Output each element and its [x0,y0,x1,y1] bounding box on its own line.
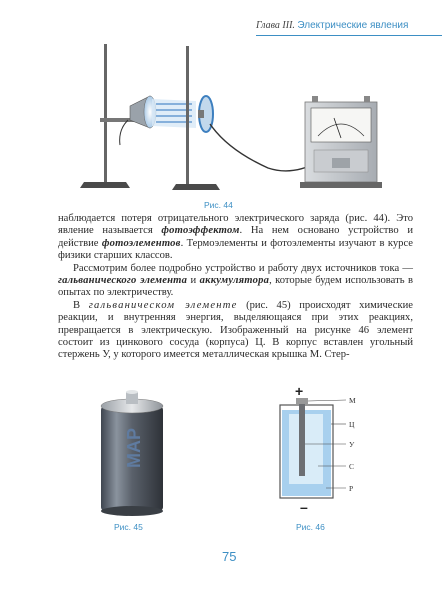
figure-44-photoeffect-setup [80,44,382,190]
paste-layer [289,414,323,484]
battery-brand-label: MAP [124,428,144,468]
body-text [58,213,413,362]
carbon-rod [299,403,305,476]
label-ts: Ц [349,420,355,429]
paragraph-2: Рассмотрим более подробно устройство и работу двух источников тока — гальванического элемента и аккумулятора, которые будем использовать в опытах по электричеству. [58,262,413,299]
plus-terminal-label: + [295,383,304,399]
caption-fig-44: Рис. 44 [204,200,233,210]
right-stand-rod [186,46,189,186]
right-stand-base [172,184,220,190]
figure-46-cell-section [280,383,356,515]
paragraph-1: наблюдается потеря отрицательного электрического заряда (рис. 44). Это явление называется фотоэффектом. На нем основано устройство и действие фотоэлементов. Термоэлементы и фотоэлементы изучают в курсе физики старших классов. [58,213,413,262]
label-u: У [349,440,355,449]
left-stand-base [80,182,130,188]
figure-45-battery [101,390,163,516]
label-m: М [349,396,356,405]
light-beam [152,99,196,128]
connecting-wire [210,124,318,171]
caption-fig-46: Рис. 46 [296,522,325,532]
left-stand-rod [104,44,107,184]
label-s: С [349,462,355,471]
paragraph-3: В гальваническом элементе (рис. 45) происходят химические реакции, и внутренняя энергия, выделяющаяся при этих реакциях, превращается в электрическую. Изображенный на рисунке 46 элемент состоит из цинкового сосуда (корпуса) Ц. В корпус вставлен угольный стержень У, у которого имеется металлическая крышка М. Стер- [58,299,413,361]
page-number: 75 [222,549,237,564]
label-r: Р [349,484,354,493]
chapter-title: Глава III. [256,20,295,31]
section-title: Электрические явления [297,20,409,31]
caption-fig-45: Рис. 45 [114,522,143,532]
minus-terminal-label: – [300,499,308,515]
